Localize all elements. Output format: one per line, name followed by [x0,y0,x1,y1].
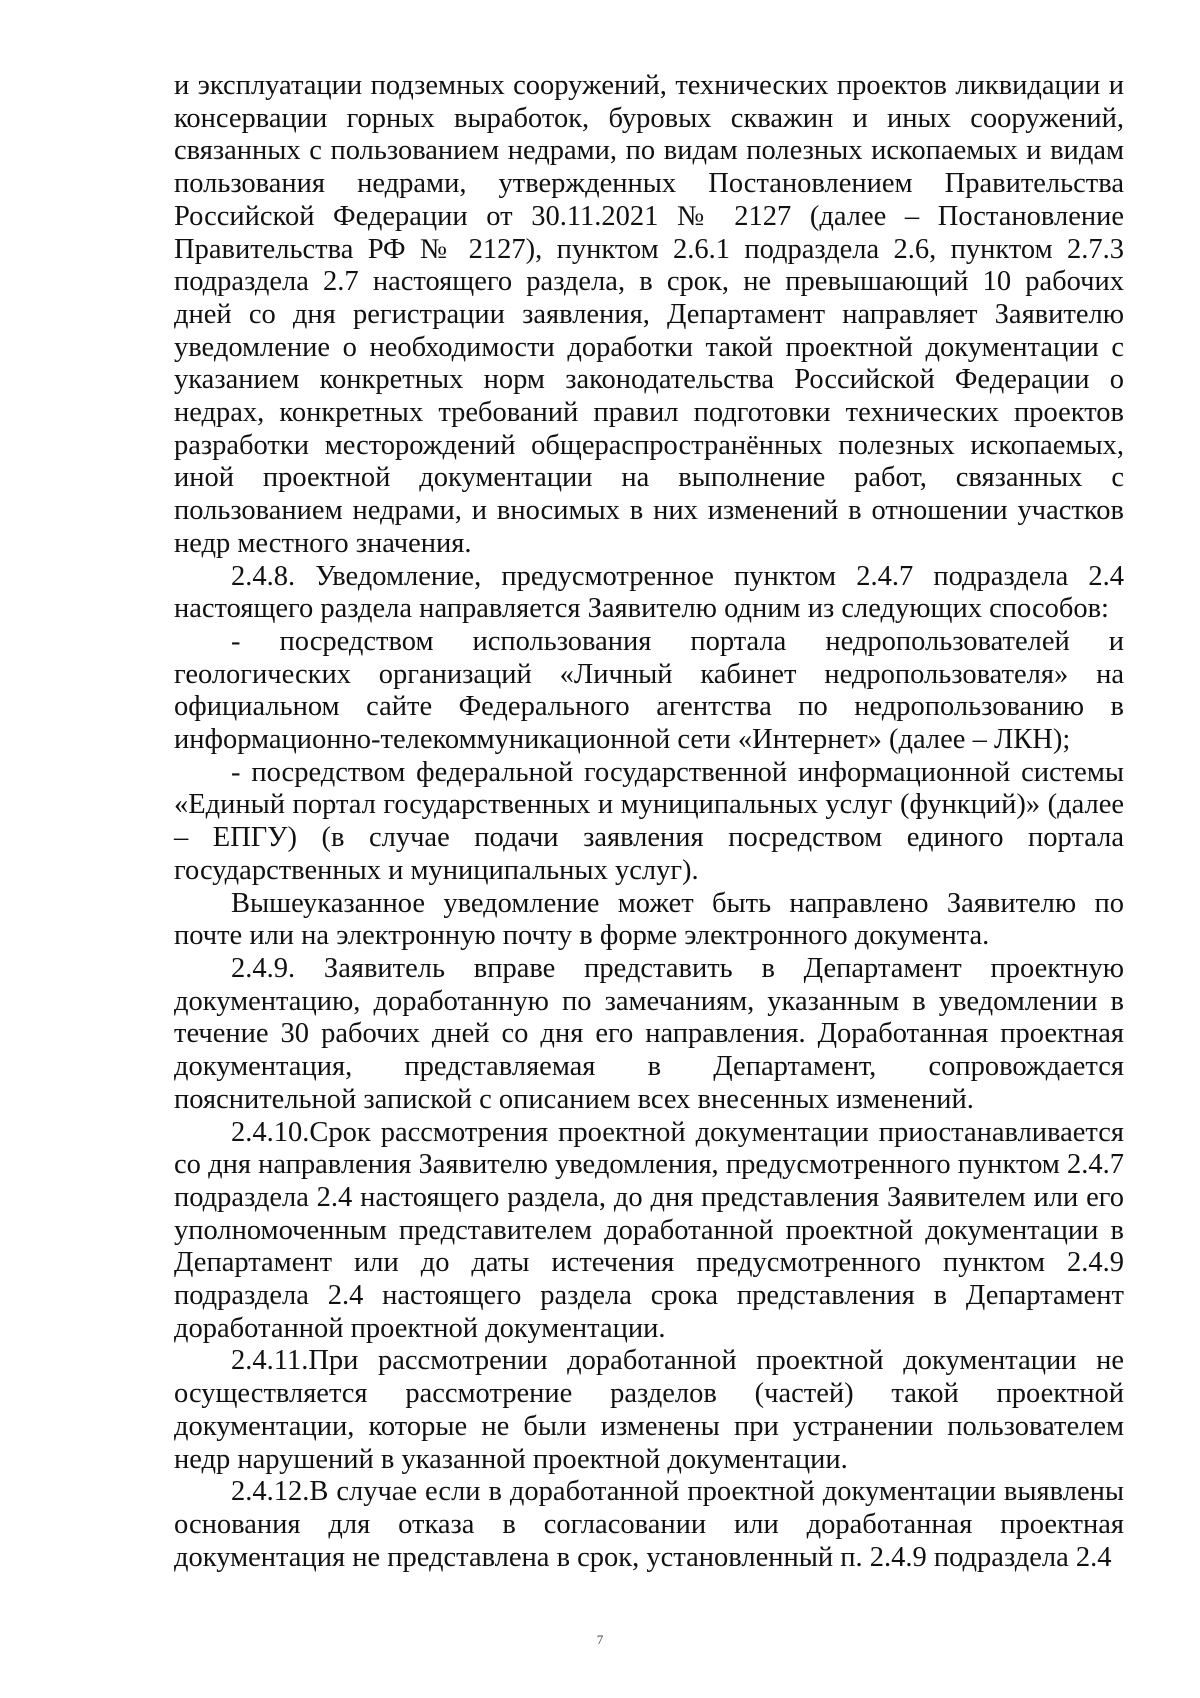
page-number: 7 [596,1632,604,1647]
paragraph-2-4-9: 2.4.9. Заявитель вправе представить в Департамент проектную документацию, доработанную по замечаниям, указанным в уведомлении в течение 30 рабочих дней со дня его направления. Доработанная проектная документация, представляемая в Департамент, сопровождается пояснительной запиской с описанием всех внесенных изменений. [174,952,1124,1115]
paragraph-2-4-11: 2.4.11.При рассмотрении доработанной проектной документации не осуществляется рассмотрение разделов (частей) такой проектной документации, которые не были изменены при устранении пользователем недр нарушений в указанной проектной документации. [174,1345,1124,1475]
paragraph-epgu-method: - посредством федеральной государственной информационной системы «Единый портал государственных и муниципальных услуг (функций)» (далее – ЕПГУ) (в случае подачи заявления посредством единого портала государственных и муниципальных услуг). [174,756,1124,886]
document-body [174,70,1124,1574]
paragraph-2-4-10: 2.4.10.Срок рассмотрения проектной документации приостанавливается со дня направления Заявителю уведомления, предусмотренного пунктом 2.4.7 подраздела 2.4 настоящего раздела, до дня представления Заявителем или его уполномоченным представителем доработанной проектной документации в Департамент или до даты истечения предусмотренного пунктом 2.4.9 подраздела 2.4 настоящего раздела срока представления в Департамент доработанной проектной документации. [174,1116,1124,1344]
paragraph-2-4-8: 2.4.8. Уведомление, предусмотренное пунктом 2.4.7 подраздела 2.4 настоящего раздела направляется Заявителю одним из следующих способов: [174,560,1124,625]
paragraph-continuation: и эксплуатации подземных сооружений, технических проектов ликвидации и консервации горных выработок, буровых скважин и иных сооружений, связанных с пользованием недрами, по видам полезных ископаемых и видам пользования недрами, утвержденных Постановлением Правительства Российской Федерации от 30.11.2021 № 2127 (далее – Постановление Правительства РФ № 2127), пунктом 2.6.1 подраздела 2.6, пунктом 2.7.3 подраздела 2.7 настоящего раздела, в срок, не превышающий 10 рабочих дней со дня регистрации заявления, Департамент направляет Заявителю уведомление о необходимости доработки такой проектной документации с указанием конкретных норм законодательства Российской Федерации о недрах, конкретных требований правил подготовки технических проектов разработки месторождений общераспространённых полезных ископаемых, иной проектной документации на выполнение работ, связанных с пользованием недрами, и вносимых в них изменений в отношении участков недр местного значения. [174,70,1124,559]
paragraph-mail-notice: Вышеуказанное уведомление может быть направлено Заявителю по почте или на электронную почту в форме электронного документа. [174,887,1124,952]
paragraph-2-4-12: 2.4.12.В случае если в доработанной проектной документации выявлены основания для отказа в согласовании или доработанная проектная документация не представлена в срок, установленный п. 2.4.9 подраздела 2.4 [174,1476,1124,1573]
paragraph-lkn-method: - посредством использования портала недропользователей и геологических организаций «Личный кабинет недропользователя» на официальном сайте Федерального агентства по недропользованию в информационно-телекоммуникационной сети «Интернет» (далее – ЛКН); [174,625,1124,756]
